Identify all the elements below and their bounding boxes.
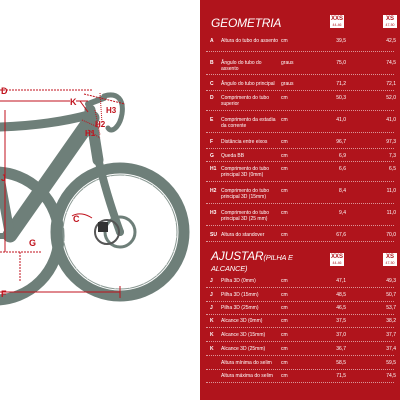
dim-label-f: F xyxy=(1,289,7,299)
table-row xyxy=(200,208,400,226)
row-value-xxs: 71,5 xyxy=(336,373,346,379)
row-code: J xyxy=(210,278,213,284)
row-unit: cm xyxy=(281,305,288,311)
row-divider xyxy=(206,314,394,315)
row-value-xs: 74,5 xyxy=(386,373,396,379)
row-value-xxs: 50,3 xyxy=(336,95,346,101)
wheel-spoke xyxy=(134,222,176,226)
row-divider xyxy=(206,148,394,149)
row-label: Pilha 3D (0mm) xyxy=(221,278,256,284)
row-value-xs: 97,3 xyxy=(386,139,396,145)
row-value-xs: 53,7 xyxy=(386,305,396,311)
row-divider xyxy=(206,203,394,204)
geometry-panel xyxy=(200,0,400,400)
row-value-xxs: 67,6 xyxy=(336,232,346,238)
row-code: SU xyxy=(210,232,217,238)
row-code: H2 xyxy=(210,188,217,194)
row-unit: cm xyxy=(281,346,288,352)
row-divider xyxy=(206,74,394,75)
row-label: Distância entre eixos xyxy=(221,139,268,145)
row-divider xyxy=(206,132,394,133)
table-row xyxy=(200,276,400,288)
row-value-xxs: 6,6 xyxy=(339,166,346,172)
row-value-xxs: 8,4 xyxy=(339,188,346,194)
dim-label-k: K xyxy=(70,97,77,107)
dim-label-c: C xyxy=(73,214,80,224)
table-row xyxy=(200,164,400,182)
row-code: B xyxy=(210,60,214,66)
table-row xyxy=(200,115,400,133)
row-value-xxs: 36,7 xyxy=(336,346,346,352)
row-label: Altura do tubo do assento xyxy=(221,38,278,44)
row-divider xyxy=(206,161,394,162)
size-badge-xs-fit: XS 47-50 xyxy=(383,253,397,266)
table-row xyxy=(200,303,400,315)
wheel-spoke xyxy=(132,208,172,223)
wheel-spoke xyxy=(134,237,167,264)
row-value-xs: 52,0 xyxy=(386,95,396,101)
row-unit: cm xyxy=(281,117,288,123)
row-label: Pilha 3D (15mm) xyxy=(221,292,259,298)
row-value-xs: 7,3 xyxy=(389,153,396,159)
row-divider xyxy=(206,369,394,370)
row-value-xs: 37,4 xyxy=(386,346,396,352)
row-code: C xyxy=(210,81,214,87)
geometria-title: GEOMETRIA xyxy=(211,16,282,30)
row-value-xs: 6,5 xyxy=(389,166,396,172)
row-unit: cm xyxy=(281,95,288,101)
row-divider xyxy=(206,327,394,328)
dim-label-h1: H1 xyxy=(85,129,96,138)
row-unit: cm xyxy=(281,360,288,366)
row-value-xxs: 9,4 xyxy=(339,210,346,216)
table-row xyxy=(200,36,400,52)
row-label: Comprimento do tubo principal 3D (15mm) xyxy=(221,188,270,200)
row-label: Alcance 3D (15mm) xyxy=(221,332,266,338)
row-divider xyxy=(206,355,394,356)
row-divider xyxy=(206,90,394,91)
row-value-xxs: 47,1 xyxy=(336,278,346,284)
row-label: Ângulo do tubo principal xyxy=(221,81,275,87)
row-value-xxs: 48,5 xyxy=(336,292,346,298)
wheel-spoke xyxy=(125,185,152,218)
row-code: D xyxy=(210,95,214,101)
row-value-xs: 37,7 xyxy=(386,332,396,338)
row-divider xyxy=(206,225,394,226)
row-label: Pilha 3D (25mm) xyxy=(221,305,259,311)
row-unit: cm xyxy=(281,232,288,238)
table-row xyxy=(200,230,400,242)
row-code: G xyxy=(210,153,214,159)
row-divider xyxy=(206,341,394,342)
dim-label-h2: H2 xyxy=(95,120,106,129)
row-value-xxs: 6,9 xyxy=(339,153,346,159)
row-label: Alcance 3D (0mm) xyxy=(221,318,263,324)
ajustar-title: AJUSTAR(PILHA E ALCANCE) xyxy=(211,249,293,273)
dim-label-j: J xyxy=(1,173,7,183)
row-value-xs: 59,5 xyxy=(386,360,396,366)
row-unit: cm xyxy=(281,139,288,145)
row-label: Altura mínima do selim xyxy=(221,360,272,366)
wheel-spoke xyxy=(87,246,114,279)
table-row xyxy=(200,58,400,75)
row-value-xs: 74,5 xyxy=(386,60,396,66)
table-row xyxy=(200,358,400,370)
row-label: Queda BB xyxy=(221,153,245,159)
table-row xyxy=(200,186,400,204)
row-label: Comprimento do tubo principal 3D (25 mm) xyxy=(221,210,270,222)
row-value-xs: 49,3 xyxy=(386,278,396,284)
row-value-xxs: 46,5 xyxy=(336,305,346,311)
row-divider xyxy=(206,287,394,288)
row-code: A xyxy=(210,38,214,44)
table-row xyxy=(200,344,400,356)
row-value-xxs: 39,5 xyxy=(336,38,346,44)
row-label: Comprimento do tubo superior xyxy=(221,95,270,107)
row-code: K xyxy=(210,332,214,338)
row-unit: cm xyxy=(281,210,288,216)
table-row xyxy=(200,79,400,91)
row-label: Altura máxima do selim xyxy=(221,373,273,379)
row-value-xs: 70,0 xyxy=(386,232,396,238)
row-divider xyxy=(206,241,394,242)
row-value-xxs: 96,7 xyxy=(336,139,346,145)
row-unit: graus xyxy=(281,60,294,66)
row-value-xs: 42,5 xyxy=(386,38,396,44)
row-label: Comprimento da estadia da corrente xyxy=(221,117,276,129)
row-unit: cm xyxy=(281,292,288,298)
size-badge-xxs-fit: XXS 44-46 xyxy=(330,254,343,265)
row-label: Comprimento do tubo principal 3D (0mm) xyxy=(221,166,270,178)
row-divider xyxy=(206,301,394,302)
table-row xyxy=(200,290,400,302)
row-unit: graus xyxy=(281,81,294,87)
row-label: Altura do standover xyxy=(221,232,265,238)
size-badge-xxs: XXS 44-46 xyxy=(330,16,343,27)
row-unit: cm xyxy=(281,318,288,324)
row-unit: cm xyxy=(281,332,288,338)
wheel-spoke xyxy=(129,244,144,284)
row-label: Ângulo do tubo do assento xyxy=(221,60,262,72)
row-divider xyxy=(206,51,394,52)
row-value-xs: 38,2 xyxy=(386,318,396,324)
wheel-spoke xyxy=(115,247,122,289)
dim-label-g: G xyxy=(29,238,37,248)
table-row xyxy=(200,151,400,162)
table-row xyxy=(200,137,400,149)
wheel-spoke xyxy=(118,175,125,217)
row-divider xyxy=(206,110,394,111)
row-value-xs: 50,7 xyxy=(386,292,396,298)
row-unit: cm xyxy=(281,166,288,172)
row-value-xxs: 71,2 xyxy=(336,81,346,87)
table-row xyxy=(200,330,400,342)
table-row xyxy=(200,93,400,111)
dim-label-h3: H3 xyxy=(106,106,117,115)
row-divider xyxy=(206,382,394,383)
row-code: F xyxy=(210,139,214,145)
row-label: Alcance 3D (25mm) xyxy=(221,346,266,352)
wheel-spoke xyxy=(135,230,177,237)
row-unit: cm xyxy=(281,188,288,194)
table-row xyxy=(200,371,400,383)
row-value-xxs: 58,5 xyxy=(336,360,346,366)
row-code: H1 xyxy=(210,166,217,172)
row-code: K xyxy=(210,346,214,352)
row-code: J xyxy=(210,305,213,311)
size-badge-xs: XS 47-50 xyxy=(383,15,397,28)
row-code: E xyxy=(210,117,214,123)
row-unit: cm xyxy=(281,373,288,379)
wheel-spoke xyxy=(126,246,130,288)
row-value-xxs: 41,0 xyxy=(336,117,346,123)
row-unit: cm xyxy=(281,38,288,44)
row-unit: cm xyxy=(281,153,288,159)
row-value-xs: 41,0 xyxy=(386,117,396,123)
row-unit: cm xyxy=(281,278,288,284)
row-code: J xyxy=(210,292,213,298)
row-divider xyxy=(206,181,394,182)
row-value-xxs: 37,5 xyxy=(336,318,346,324)
row-value-xs: 11,0 xyxy=(386,210,396,216)
table-row xyxy=(200,316,400,328)
row-value-xxs: 37,0 xyxy=(336,332,346,338)
row-code: H3 xyxy=(210,210,217,216)
row-value-xs: 72,1 xyxy=(386,81,396,87)
dim-label-d: D xyxy=(1,86,8,96)
row-value-xs: 11,0 xyxy=(386,188,396,194)
row-value-xxs: 75,0 xyxy=(336,60,346,66)
row-code: K xyxy=(210,318,214,324)
